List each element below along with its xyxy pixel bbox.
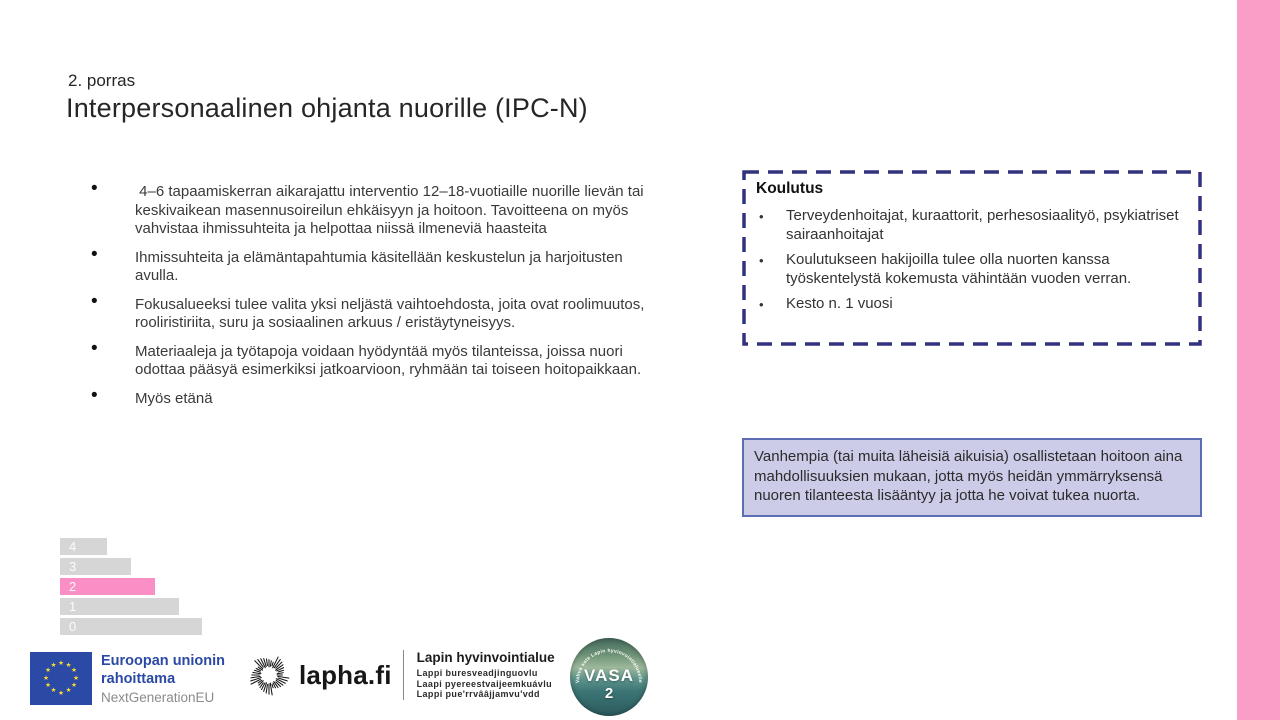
parents-note-box: [742, 438, 1202, 517]
list-item: • Fokusalueeksi tulee valita yksi neljästä vaihtoehdosta, joita ovat roolimuutos, rooliristiriita, suru ja sosiaalinen arkuus / eristäytyneisyys.: [88, 296, 653, 333]
eu-star-icon: ★: [58, 659, 64, 667]
koulutus-bullet-list: [756, 206, 1188, 313]
eu-flag-icon: [30, 652, 92, 705]
eu-star-icon: ★: [58, 689, 64, 697]
eu-program-name: NextGenerationEU: [101, 690, 215, 705]
list-item: • Ihmissuhteita ja elämäntapahtumia käsitellään keskustelun ja harjoitusten avulla.: [88, 249, 653, 286]
vasa-number: 2: [604, 685, 614, 702]
koulutus-box: [742, 170, 1202, 346]
step-bar-active: 2: [60, 578, 155, 595]
slide-kicker: 2. porras: [68, 71, 136, 90]
step-bar: 0: [60, 618, 202, 635]
eu-star-icon: ★: [45, 681, 51, 689]
lapha-org-names: [417, 650, 555, 700]
stairs-step-indicator: [60, 538, 202, 638]
eu-funding-line1: Euroopan unionin: [101, 653, 226, 669]
eu-star-icon: ★: [45, 666, 51, 674]
list-item: • Materiaaleja ja työtapoja voidaan hyödyntää myös tilanteissa, joissa nuori odottaa pääsyä esimerkiksi jatkoarvioon, ryhmään tai toiseen hoitopaikkaan.: [88, 343, 653, 380]
org-name-skolt-sami: Lappi pue'rrvââjjamvu'vdd: [416, 689, 540, 700]
logo-divider: [403, 650, 404, 700]
lapha-wordmark: lapha.fi: [299, 659, 392, 690]
eu-star-icon: ★: [50, 687, 57, 695]
svg-text:Vahva sote Lapin hyvinvointial: Vahva sote Lapin hyvinvointialueelle: [575, 648, 643, 684]
sunburst-icon: [246, 652, 292, 698]
main-bullet-list: [88, 183, 653, 418]
list-item: • Kesto n. 1 vuosi: [756, 294, 1188, 313]
list-item: • Terveydenhoitajat, kuraattorit, perhesosiaalityö, psykiatriset sairaanhoitajat: [756, 206, 1188, 244]
eu-star-icon: ★: [65, 661, 72, 669]
eu-star-icon: ★: [43, 674, 49, 682]
koulutus-title: Koulutus: [756, 180, 824, 197]
page-title: Interpersonaalinen ohjanta nuorille (IPC-N): [66, 93, 588, 123]
step-bar: 1: [60, 598, 179, 615]
list-item: • Koulutukseen hakijoilla tulee olla nuorten kanssa työskentelystä kokemusta vähintään vuoden verran.: [756, 250, 1188, 288]
org-name-finnish: Lapin hyvinvointialue: [416, 650, 555, 666]
right-accent-stripe: [1237, 0, 1280, 720]
eu-star-icon: ★: [65, 687, 72, 695]
eu-funding-text: [101, 652, 225, 705]
org-name-inari-sami: Laapi pyereestvaijeemkuávlu: [416, 678, 552, 689]
eu-funding-line2: rahoittama: [101, 671, 176, 687]
vasa-badge: [570, 638, 648, 716]
org-name-northern-sami: Lappi buresveadjinguovlu: [416, 668, 538, 679]
list-item: • Myös etänä: [88, 390, 653, 409]
step-bar: 4: [60, 538, 107, 555]
vasa-name: VASA: [584, 666, 634, 685]
parents-note-text: Vanhempia (tai muita läheisiä aikuisia) osallistetaan hoitoon aina mahdollisuuksien mukaan, jotta myös heidän ymmärryksensä nuoren tilanteesta lisääntyy ja jotta he voivat tukea nuorta.: [754, 448, 1183, 504]
step-bar: 3: [60, 558, 131, 575]
eu-star-icon: ★: [71, 681, 77, 689]
list-item: • 4–6 tapaamiskerran aikarajattu interventio 12–18-vuotiaille nuorille lievän tai keskivaikean masennusoireilun ehkäisyyn ja hoitoon. Tavoitteena on myös vahvistaa ihmissuhteita ja helpottaa niissä ilmeneviä haasteita: [88, 183, 653, 239]
eu-star-icon: ★: [50, 661, 57, 669]
eu-star-icon: ★: [73, 674, 79, 682]
lapha-logo: [246, 650, 555, 700]
eu-star-icon: ★: [71, 666, 77, 674]
